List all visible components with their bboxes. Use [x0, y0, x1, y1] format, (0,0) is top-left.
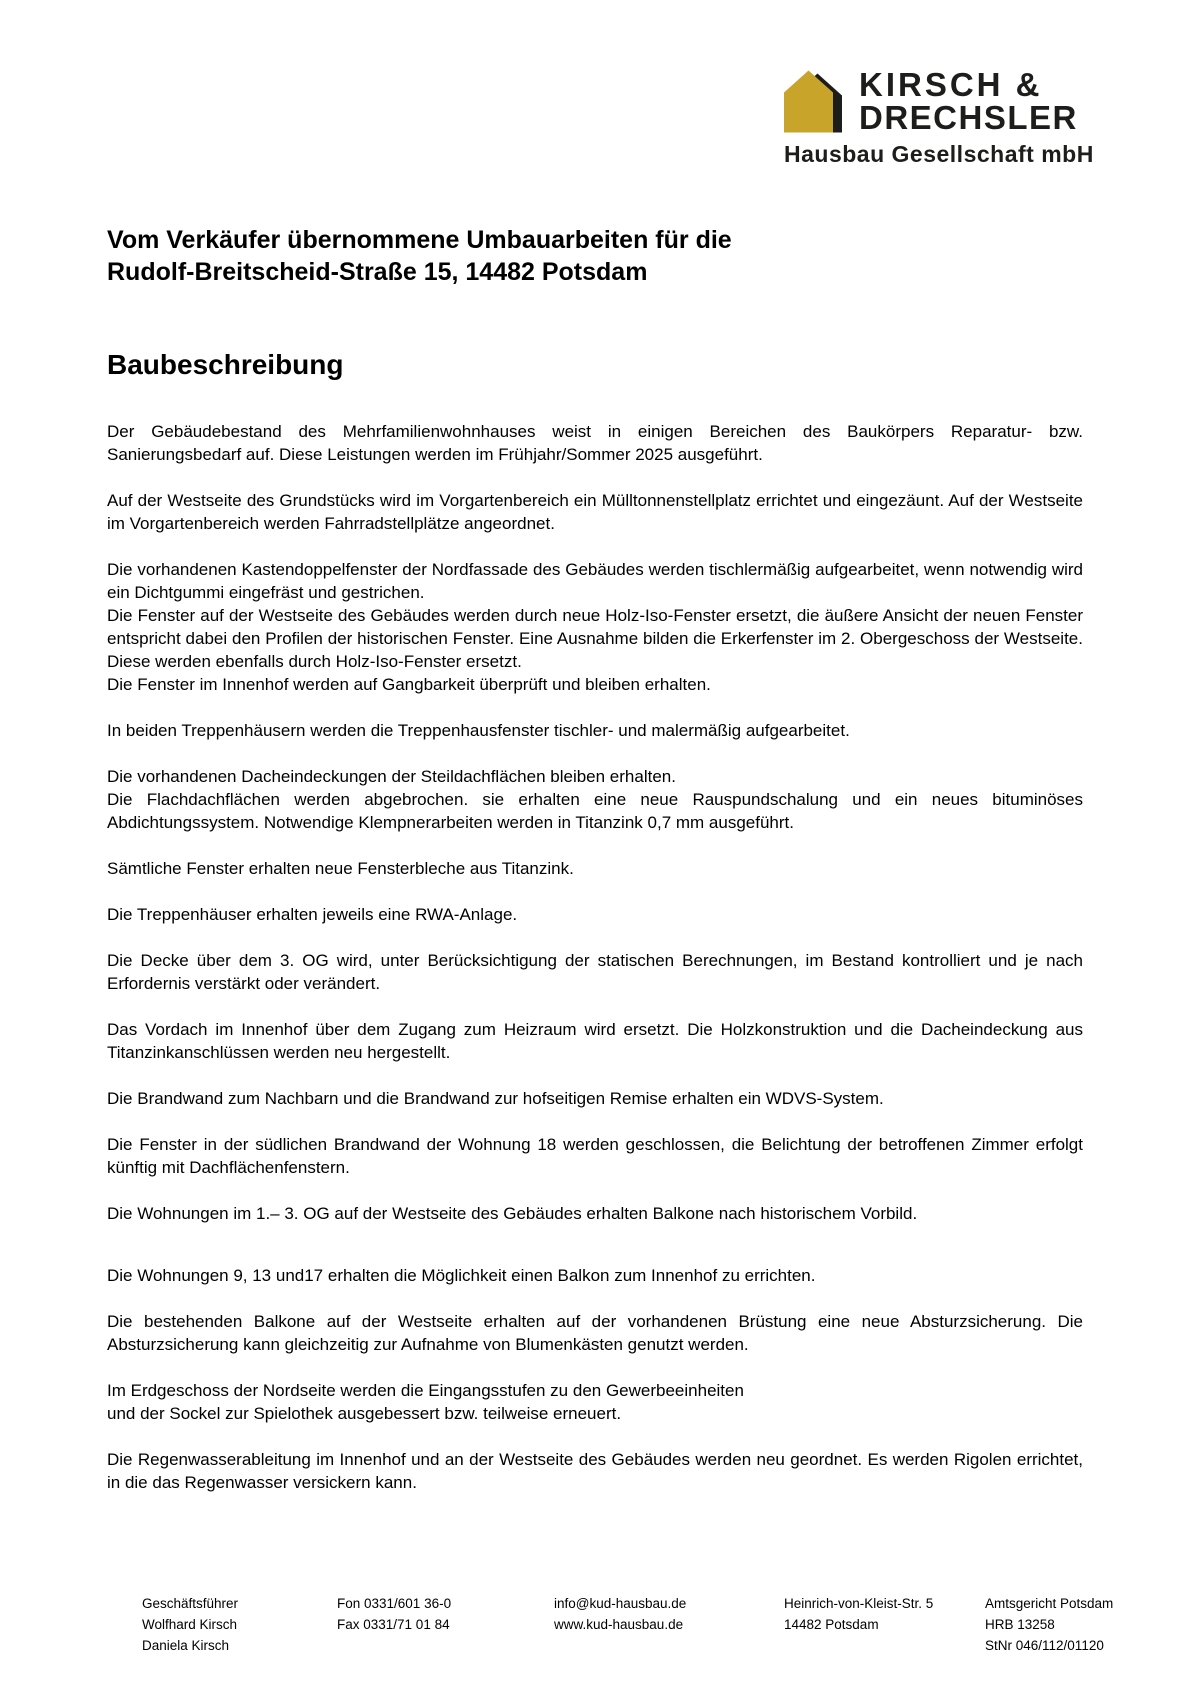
paragraph-text: Das Vordach im Innenhof über dem Zugang zum Heizraum wird ersetzt. Die Holzkonstruktion und die Dacheindeckung aus Titanzinkanschlüssen werden neu hergestellt.	[107, 1020, 1083, 1062]
company-name-line2: DRECHSLER	[859, 99, 1078, 136]
paragraph	[107, 949, 1083, 995]
company-name-line1: KIRSCH &	[859, 66, 1043, 103]
footer-line: Daniela Kirsch	[142, 1638, 230, 1653]
footer-line: Amtsgericht Potsdam	[985, 1596, 1114, 1611]
paragraph-text: Die bestehenden Balkone auf der Westseite erhalten auf der vorhandenen Brüstung eine neue Absturzsicherung. Die Absturzsicherung kann gleichzeitig zur Aufnahme von Blumenkästen genutzt werden.	[107, 1312, 1083, 1354]
paragraph-text: und der Sockel zur Spielothek ausgebessert bzw. teilweise erneuert.	[107, 1404, 622, 1423]
footer-line: Geschäftsführer	[142, 1596, 239, 1611]
paragraph-text: Sämtliche Fenster erhalten neue Fensterbleche aus Titanzink.	[107, 859, 574, 878]
paragraph-text: Die Decke über dem 3. OG wird, unter Berücksichtigung der statischen Berechnungen, im Bestand kontrolliert und je nach Erfordernis verstärkt oder verändert.	[107, 951, 1083, 993]
paragraph	[107, 857, 1083, 880]
footer-line: HRB 13258	[985, 1617, 1055, 1632]
footer-line: www.kud-hausbau.de	[554, 1617, 684, 1632]
paragraph-text: Die Treppenhäuser erhalten jeweils eine RWA-Anlage.	[107, 905, 518, 924]
footer-column	[337, 1593, 451, 1635]
footer-line: Heinrich-von-Kleist-Str. 5	[784, 1596, 934, 1611]
footer-line: Fon 0331/601 36-0	[337, 1596, 452, 1611]
company-name	[859, 68, 1078, 134]
paragraph-text: Die Wohnungen im 1.– 3. OG auf der Westseite des Gebäudes erhalten Balkone nach historischem Vorbild.	[107, 1204, 918, 1223]
paragraph	[107, 1448, 1083, 1494]
paragraph-text: Der Gebäudebestand des Mehrfamilienwohnhauses weist in einigen Bereichen des Baukörpers Reparatur- bzw. Sanierungsbedarf auf. Diese Leistungen werden im Frühjahr/Sommer 2025 ausgeführt.	[107, 422, 1083, 464]
document-title-line1: Vom Verkäufer übernommene Umbauarbeiten für die	[107, 226, 732, 254]
document-body	[107, 420, 1083, 1517]
paragraph	[107, 1310, 1083, 1356]
paragraph	[107, 489, 1083, 535]
paragraph	[107, 1018, 1083, 1064]
footer-column	[985, 1593, 1113, 1656]
footer-line: Fax 0331/71 01 84	[337, 1617, 450, 1632]
paragraph	[107, 1087, 1083, 1110]
section-heading: Baubeschreibung	[107, 349, 344, 380]
paragraph-text: Die vorhandenen Dacheindeckungen der Steildachflächen bleiben erhalten.	[107, 767, 676, 786]
company-subtitle: Hausbau Gesellschaft mbH	[784, 141, 1094, 167]
document-title-line2: Rudolf-Breitscheid-Straße 15, 14482 Potsdam	[107, 258, 648, 286]
paragraph-text: Auf der Westseite des Grundstücks wird im Vorgartenbereich ein Mülltonnenstellplatz errichtet und eingezäunt. Auf der Westseite im Vorgartenbereich werden Fahrradstellplätze angeordnet.	[107, 491, 1083, 533]
footer-column	[142, 1593, 238, 1656]
paragraph-text: Die Brandwand zum Nachbarn und die Brandwand zur hofseitigen Remise erhalten ein WDVS-System.	[107, 1089, 884, 1108]
footer-column	[554, 1593, 686, 1635]
paragraph	[107, 558, 1083, 696]
document-title	[107, 224, 1083, 288]
paragraph-text: Die Fenster im Innenhof werden auf Gangbarkeit überprüft und bleiben erhalten.	[107, 675, 711, 694]
paragraph	[107, 765, 1083, 834]
paragraph	[107, 1264, 1083, 1287]
logo-row	[784, 68, 1084, 134]
paragraph	[107, 1202, 1083, 1225]
paragraph-text: Die Fenster auf der Westseite des Gebäudes werden durch neue Holz-Iso-Fenster ersetzt, die äußere Ansicht der neuen Fenster entspricht dabei den Profilen der historischen Fenster. Eine Ausnahme bilden die Erkerfenster im 2. Obergeschoss der Westseite. Diese werden ebenfalls durch Holz-Iso-Fenster ersetzt.	[107, 606, 1083, 671]
footer-line: info@kud-hausbau.de	[554, 1596, 687, 1611]
paragraph-text: Die Fenster in der südlichen Brandwand der Wohnung 18 werden geschlossen, die Belichtung der betroffenen Zimmer erfolgt künftig mit Dachflächenfenstern.	[107, 1135, 1083, 1177]
page-footer	[0, 1593, 1190, 1663]
footer-column	[784, 1593, 933, 1635]
footer-line: StNr 046/112/01120	[985, 1638, 1104, 1653]
footer-line: Wolfhard Kirsch	[142, 1617, 238, 1632]
paragraph	[107, 719, 1083, 742]
paragraph-text: Im Erdgeschoss der Nordseite werden die Eingangsstufen zu den Gewerbeeinheiten	[107, 1381, 744, 1400]
paragraph-text: Die vorhandenen Kastendoppelfenster der Nordfassade des Gebäudes werden tischlermäßig aufgearbeitet, wenn notwendig wird ein Dichtgummi eingefräst und gestrichen.	[107, 560, 1083, 602]
paragraph	[107, 903, 1083, 926]
house-icon	[784, 70, 842, 133]
paragraph-text: Die Flachdachflächen werden abgebrochen. sie erhalten eine neue Rauspundschalung und ein neues bituminöses Abdichtungssystem. Notwendige Klempnerarbeiten werden in Titanzink 0,7 mm ausgeführt.	[107, 790, 1083, 832]
paragraph-text: In beiden Treppenhäusern werden die Treppenhausfenster tischler- und malermäßig aufgearbeitet.	[107, 721, 850, 740]
paragraph	[107, 420, 1083, 466]
footer-line: 14482 Potsdam	[784, 1617, 879, 1632]
paragraph-text: Die Regenwasserableitung im Innenhof und an der Westseite des Gebäudes werden neu geordnet. Es werden Rigolen errichtet, in die das Regenwasser versickern kann.	[107, 1450, 1083, 1492]
paragraph	[107, 1133, 1083, 1179]
paragraph	[107, 1379, 1083, 1425]
company-logo	[784, 66, 1094, 168]
paragraph-text: Die Wohnungen 9, 13 und17 erhalten die Möglichkeit einen Balkon zum Innenhof zu errichten.	[107, 1266, 816, 1285]
